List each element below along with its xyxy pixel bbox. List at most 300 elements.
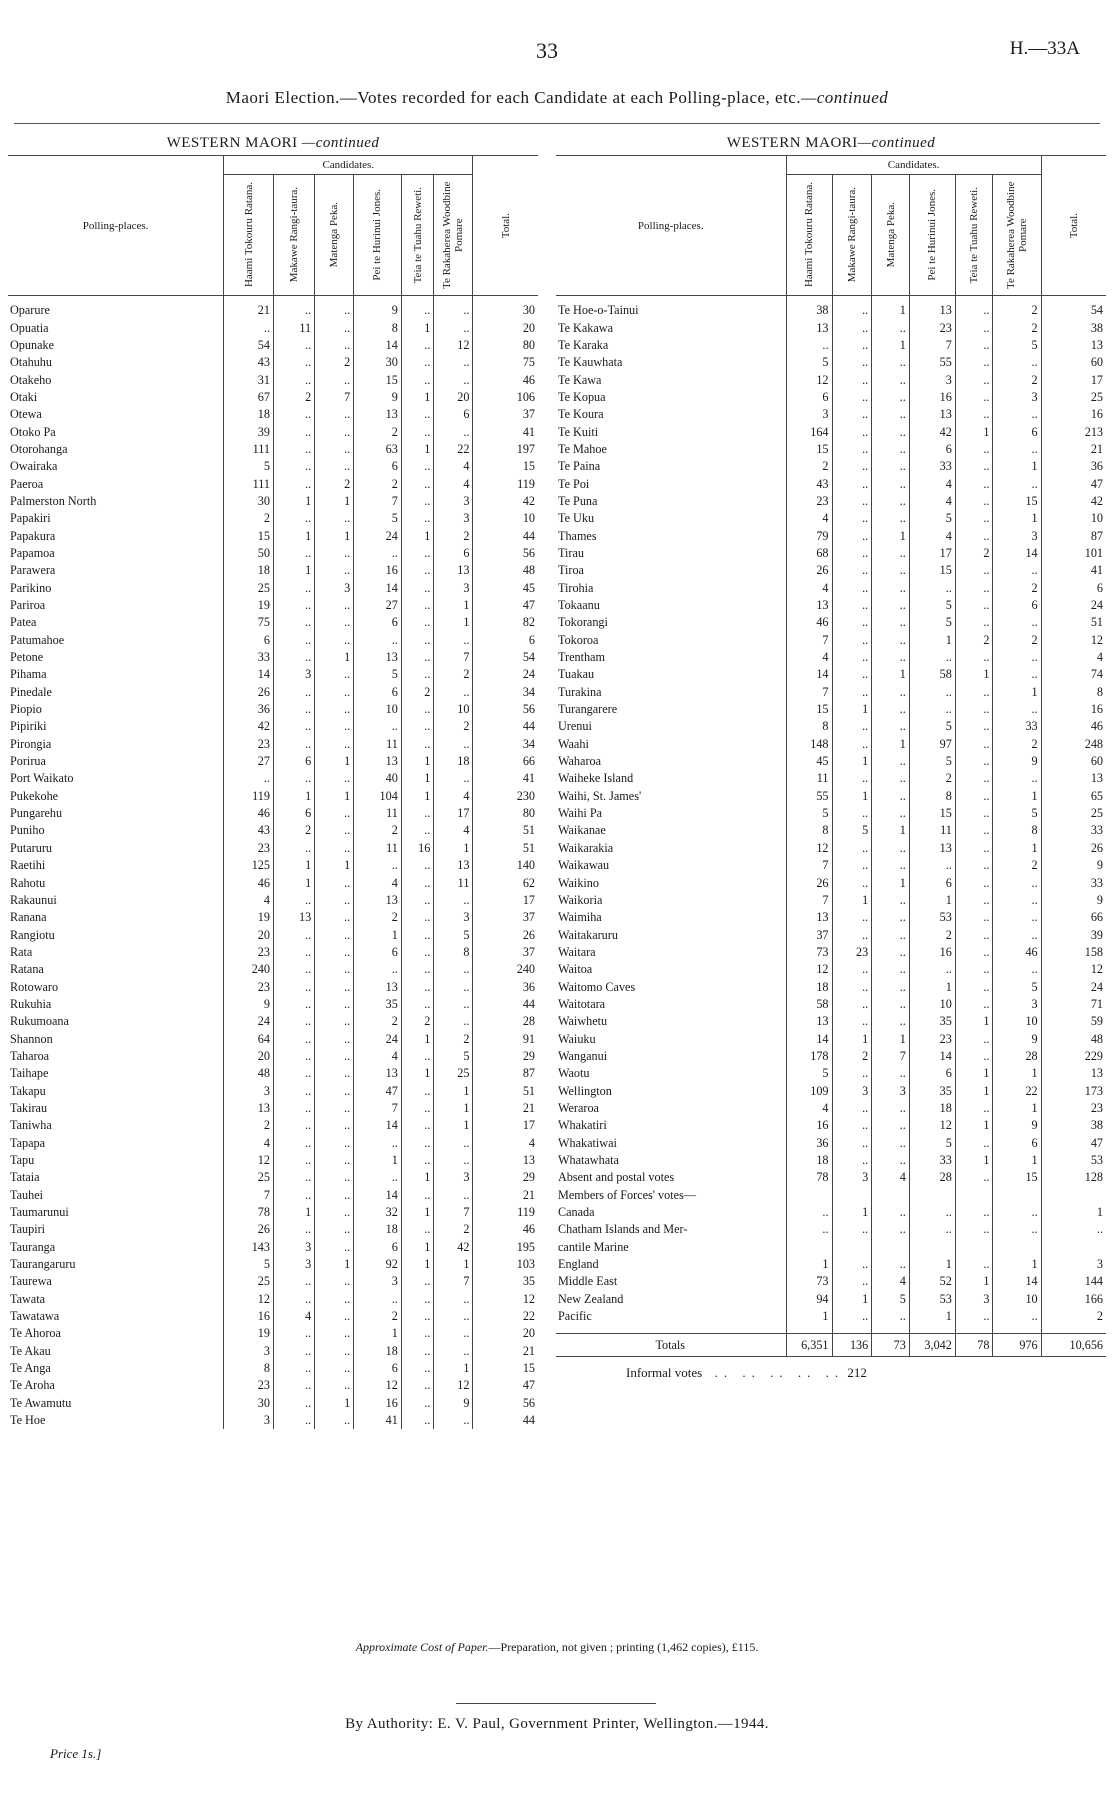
vote-cell: .. <box>401 580 434 597</box>
table-row <box>556 371 1106 388</box>
vote-cell: .. <box>832 666 872 683</box>
vote-cell: .. <box>832 1013 872 1030</box>
vote-cell: .. <box>872 926 910 943</box>
total-cell: 38 <box>1041 319 1106 336</box>
vote-cell: .. <box>434 978 473 995</box>
total-cell: 144 <box>1041 1273 1106 1290</box>
table-row <box>556 944 1106 961</box>
vote-cell: 19 <box>224 597 274 614</box>
vote-cell: .. <box>872 996 910 1013</box>
vote-cell: .. <box>909 961 955 978</box>
vote-cell: .. <box>434 684 473 701</box>
vote-cell: .. <box>872 597 910 614</box>
polling-place-name: Tiroa <box>558 563 584 578</box>
vote-cell: .. <box>955 718 993 735</box>
vote-cell: .. <box>872 580 910 597</box>
polling-place-name: Tokorangi <box>558 615 608 630</box>
vote-cell: 23 <box>224 978 274 995</box>
vote-cell: 13 <box>786 597 832 614</box>
total-cell: 101 <box>1041 545 1106 562</box>
table-row <box>8 684 538 701</box>
vote-cell: 3 <box>273 1239 314 1256</box>
polling-place-name: Waahi <box>558 736 589 751</box>
polling-place-name: Pariroa <box>10 598 46 613</box>
vote-cell: 1 <box>993 1256 1041 1273</box>
vote-cell: 92 <box>354 1256 402 1273</box>
vote-cell: 30 <box>224 493 274 510</box>
vote-cell: .. <box>993 475 1041 492</box>
vote-cell: 1 <box>786 1256 832 1273</box>
total-cell: 9 <box>1041 857 1106 874</box>
polling-place-name: Waitakaruru <box>558 927 618 942</box>
vote-cell: 15 <box>993 493 1041 510</box>
total-cell: 47 <box>1041 475 1106 492</box>
vote-cell: .. <box>273 1273 314 1290</box>
vote-cell: .. <box>955 389 993 406</box>
vote-cell: .. <box>315 1273 354 1290</box>
total-cell: 51 <box>473 1082 538 1099</box>
total-cell: 25 <box>1041 805 1106 822</box>
vote-cell: .. <box>872 684 910 701</box>
vote-cell: 97 <box>909 736 955 753</box>
vote-cell <box>955 1187 993 1204</box>
vote-cell: .. <box>955 684 993 701</box>
table-row <box>8 319 538 336</box>
polling-place-name: Whakatiwai <box>558 1135 617 1150</box>
vote-cell: 4 <box>434 475 473 492</box>
vote-cell: .. <box>832 423 872 440</box>
polling-place-name: Waitomo Caves <box>558 979 636 994</box>
vote-cell: 12 <box>786 840 832 857</box>
polling-place-name: Waiwhetu <box>558 1014 608 1029</box>
table-row <box>8 371 538 388</box>
vote-cell: 1 <box>993 1152 1041 1169</box>
vote-cell: .. <box>434 296 473 320</box>
vote-cell: 5 <box>909 753 955 770</box>
vote-cell: 2 <box>273 389 314 406</box>
polling-place-name: Te Poi <box>558 476 590 491</box>
total-cell: 28 <box>473 1013 538 1030</box>
table-row <box>556 562 1106 579</box>
vote-cell: 2 <box>354 423 402 440</box>
vote-cell: .. <box>434 1013 473 1030</box>
vote-cell: .. <box>832 770 872 787</box>
vote-cell: 5 <box>909 614 955 631</box>
vote-cell: 1 <box>872 666 910 683</box>
vote-cell: 7 <box>434 649 473 666</box>
table-row <box>556 1117 1106 1134</box>
totals-cell: 78 <box>955 1334 993 1357</box>
vote-cell: 28 <box>909 1169 955 1186</box>
table-row <box>556 632 1106 649</box>
vote-cell: .. <box>315 1100 354 1117</box>
polling-place-name: Taniwha <box>10 1118 52 1133</box>
vote-cell: 18 <box>224 406 274 423</box>
polling-place-name: Te Ahoroa <box>10 1326 61 1341</box>
total-cell: 56 <box>473 545 538 562</box>
vote-cell: 1 <box>401 1030 434 1047</box>
vote-cell: .. <box>273 961 314 978</box>
vote-cell: 5 <box>909 718 955 735</box>
vote-cell: .. <box>401 1152 434 1169</box>
vote-cell: 10 <box>993 1291 1041 1308</box>
candidates-header: Candidates. <box>786 156 1041 175</box>
total-cell: 51 <box>1041 614 1106 631</box>
total-cell: 119 <box>473 475 538 492</box>
vote-cell: 2 <box>224 1117 274 1134</box>
vote-cell: .. <box>872 1256 910 1273</box>
vote-cell: 4 <box>273 1308 314 1325</box>
vote-cell: 8 <box>786 718 832 735</box>
table-row <box>556 1239 1106 1256</box>
vote-cell: 1 <box>273 874 314 891</box>
table-row <box>556 458 1106 475</box>
total-cell: 33 <box>1041 874 1106 891</box>
total-cell: 158 <box>1041 944 1106 961</box>
table-row <box>8 441 538 458</box>
vote-cell: .. <box>401 632 434 649</box>
vote-cell: .. <box>315 441 354 458</box>
vote-cell: 3 <box>872 1082 910 1099</box>
vote-cell: 1 <box>273 788 314 805</box>
vote-cell: .. <box>955 788 993 805</box>
vote-cell: 13 <box>909 840 955 857</box>
polling-place-name: Tirau <box>558 545 584 560</box>
vote-cell: 25 <box>224 580 274 597</box>
table-row <box>556 1273 1106 1290</box>
vote-cell: 30 <box>354 354 402 371</box>
table-row <box>8 1377 538 1394</box>
polling-place-name: Pinedale <box>10 684 52 699</box>
vote-cell: 9 <box>993 1030 1041 1047</box>
total-cell: 54 <box>473 649 538 666</box>
vote-cell: .. <box>273 1013 314 1030</box>
total-cell: 103 <box>473 1256 538 1273</box>
vote-cell: .. <box>273 1395 314 1412</box>
vote-cell: 4 <box>909 493 955 510</box>
vote-cell: .. <box>872 649 910 666</box>
vote-cell: 1 <box>832 1030 872 1047</box>
table-row <box>556 1013 1106 1030</box>
polling-place-name: Port Waikato <box>10 771 74 786</box>
table-row <box>556 337 1106 354</box>
vote-cell: 78 <box>786 1169 832 1186</box>
vote-cell: .. <box>832 857 872 874</box>
vote-cell: 1 <box>832 701 872 718</box>
vote-cell: 45 <box>786 753 832 770</box>
table-row <box>556 354 1106 371</box>
total-cell: 54 <box>1041 296 1106 320</box>
total-cell: 66 <box>473 753 538 770</box>
vote-cell: .. <box>315 371 354 388</box>
vote-cell: 164 <box>786 423 832 440</box>
total-cell: 24 <box>1041 597 1106 614</box>
candidate-header-1: Haami Tokouru Ratana. <box>224 175 274 296</box>
vote-cell: .. <box>832 684 872 701</box>
vote-cell: .. <box>955 874 993 891</box>
vote-cell: 5 <box>224 458 274 475</box>
total-cell: 166 <box>1041 1291 1106 1308</box>
polling-place-name: Whakatiri <box>558 1118 607 1133</box>
vote-cell: 1 <box>872 337 910 354</box>
vote-cell: .. <box>909 580 955 597</box>
vote-cell: 1 <box>434 1256 473 1273</box>
vote-cell: .. <box>993 1308 1041 1325</box>
table-row <box>556 1065 1106 1082</box>
vote-cell: .. <box>401 1343 434 1360</box>
vote-cell: 2 <box>401 684 434 701</box>
vote-cell: .. <box>401 510 434 527</box>
table-row <box>556 996 1106 1013</box>
polling-place-name: Papamoa <box>10 545 55 560</box>
vote-cell: 9 <box>434 1395 473 1412</box>
candidate-header-3: Matenga Peka. <box>872 175 910 296</box>
total-cell: 82 <box>473 614 538 631</box>
total-cell: 21 <box>1041 441 1106 458</box>
price-note: Price 1s.] <box>50 1746 102 1761</box>
vote-cell: 12 <box>434 337 473 354</box>
vote-cell: .. <box>315 1065 354 1082</box>
vote-cell: 7 <box>354 1100 402 1117</box>
vote-cell: .. <box>832 996 872 1013</box>
vote-cell: .. <box>315 1221 354 1238</box>
vote-cell: .. <box>955 1030 993 1047</box>
vote-cell: .. <box>832 649 872 666</box>
total-cell: 44 <box>473 527 538 544</box>
bottom-rule <box>456 1703 656 1704</box>
vote-cell: 1 <box>401 1169 434 1186</box>
vote-cell: 47 <box>354 1082 402 1099</box>
vote-cell: 119 <box>224 788 274 805</box>
vote-cell: 6 <box>993 423 1041 440</box>
vote-cell: 9 <box>354 389 402 406</box>
vote-cell: .. <box>273 1030 314 1047</box>
polling-place-name: Trentham <box>558 650 605 665</box>
table-row <box>8 475 538 492</box>
informal-votes-label: Informal votes <box>626 1365 703 1380</box>
total-cell: 71 <box>1041 996 1106 1013</box>
total-cell: 37 <box>473 944 538 961</box>
vote-cell: 3 <box>273 666 314 683</box>
vote-cell: .. <box>832 441 872 458</box>
vote-cell: 41 <box>354 1412 402 1429</box>
vote-cell: 75 <box>224 614 274 631</box>
vote-cell: .. <box>955 614 993 631</box>
table-row <box>8 1412 538 1429</box>
vote-cell: .. <box>273 649 314 666</box>
vote-cell: 1 <box>401 753 434 770</box>
vote-cell: 10 <box>993 1013 1041 1030</box>
vote-cell: .. <box>832 1221 872 1238</box>
total-cell: 60 <box>1041 354 1106 371</box>
vote-cell: 2 <box>354 1013 402 1030</box>
table-row <box>556 649 1106 666</box>
total-cell: 66 <box>1041 909 1106 926</box>
vote-cell: 1 <box>832 753 872 770</box>
vote-cell: .. <box>434 961 473 978</box>
vote-cell: .. <box>832 1100 872 1117</box>
vote-cell: 1 <box>909 1256 955 1273</box>
vote-cell: 1 <box>434 614 473 631</box>
vote-cell: 6 <box>273 805 314 822</box>
vote-cell: .. <box>273 406 314 423</box>
vote-cell: .. <box>832 510 872 527</box>
polling-place-name: Waiheke Island <box>558 771 634 786</box>
vote-cell: .. <box>273 684 314 701</box>
polling-place-name: Otewa <box>10 407 42 422</box>
total-cell: 12 <box>1041 961 1106 978</box>
vote-cell: .. <box>872 892 910 909</box>
totals-cell: 3,042 <box>909 1334 955 1357</box>
vote-cell: .. <box>832 874 872 891</box>
vote-cell: .. <box>273 1065 314 1082</box>
vote-cell: 13 <box>786 1013 832 1030</box>
vote-cell: 17 <box>909 545 955 562</box>
vote-cell: 1 <box>993 1065 1041 1082</box>
table-row <box>8 1291 538 1308</box>
vote-cell: 25 <box>224 1169 274 1186</box>
table-row <box>556 736 1106 753</box>
vote-cell: .. <box>786 1221 832 1238</box>
vote-cell: 6 <box>909 1065 955 1082</box>
vote-cell: 22 <box>993 1082 1041 1099</box>
vote-cell: 5 <box>909 510 955 527</box>
vote-cell: 23 <box>786 493 832 510</box>
vote-cell: 79 <box>786 527 832 544</box>
vote-cell: 2 <box>354 909 402 926</box>
vote-cell: .. <box>401 805 434 822</box>
candidates-header: Candidates. <box>224 156 473 175</box>
vote-cell: .. <box>273 354 314 371</box>
vote-cell: 1 <box>315 753 354 770</box>
vote-cell: 2 <box>315 475 354 492</box>
vote-cell: 18 <box>354 1343 402 1360</box>
vote-cell: 5 <box>224 1256 274 1273</box>
vote-cell: 14 <box>354 337 402 354</box>
total-cell: 65 <box>1041 788 1106 805</box>
vote-cell: 3 <box>224 1082 274 1099</box>
vote-cell: .. <box>354 1169 402 1186</box>
total-cell: 47 <box>473 1377 538 1394</box>
total-cell: 22 <box>473 1308 538 1325</box>
vote-cell: 178 <box>786 1048 832 1065</box>
vote-cell: 4 <box>909 527 955 544</box>
table-row <box>8 1256 538 1273</box>
total-cell: 13 <box>1041 770 1106 787</box>
vote-cell: .. <box>832 493 872 510</box>
vote-cell: .. <box>354 961 402 978</box>
vote-cell: .. <box>955 753 993 770</box>
vote-cell: 1 <box>401 1065 434 1082</box>
polling-place-name: Te Uku <box>558 511 595 526</box>
vote-cell: .. <box>315 996 354 1013</box>
polling-place-name: Waharoa <box>558 754 602 769</box>
table-row <box>8 1169 538 1186</box>
total-cell: 53 <box>1041 1152 1106 1169</box>
vote-cell: .. <box>832 1273 872 1290</box>
vote-cell: .. <box>315 406 354 423</box>
vote-cell: 15 <box>909 805 955 822</box>
vote-cell: .. <box>872 788 910 805</box>
vote-cell: 13 <box>224 1100 274 1117</box>
vote-cell: 6 <box>909 874 955 891</box>
vote-cell: .. <box>315 770 354 787</box>
vote-cell: .. <box>315 1152 354 1169</box>
vote-cell: 4 <box>354 874 402 891</box>
total-cell: 37 <box>473 406 538 423</box>
vote-cell: .. <box>273 614 314 631</box>
vote-cell: .. <box>401 423 434 440</box>
vote-cell: .. <box>315 1117 354 1134</box>
vote-cell: 36 <box>786 1135 832 1152</box>
vote-cell: 6 <box>273 753 314 770</box>
vote-cell: 7 <box>786 684 832 701</box>
total-cell <box>1041 1239 1106 1256</box>
vote-cell: 6 <box>909 441 955 458</box>
table-row <box>8 296 538 320</box>
vote-cell: 33 <box>909 1152 955 1169</box>
vote-cell: .. <box>955 1204 993 1221</box>
total-cell: 16 <box>1041 406 1106 423</box>
vote-cell: .. <box>273 475 314 492</box>
vote-cell: 13 <box>909 406 955 423</box>
candidate-header-5: Teia te Tuahu Reweti. <box>955 175 993 296</box>
vote-cell: .. <box>955 562 993 579</box>
totals-cell: 73 <box>872 1334 910 1357</box>
total-cell: 37 <box>473 909 538 926</box>
polling-place-name: Taharoa <box>10 1048 50 1063</box>
vote-cell: .. <box>315 1048 354 1065</box>
table-row <box>8 1187 538 1204</box>
polling-place-name: Opuatia <box>10 320 49 335</box>
vote-cell: 17 <box>434 805 473 822</box>
total-cell: 173 <box>1041 1082 1106 1099</box>
table-row <box>556 1204 1106 1221</box>
total-cell: 9 <box>1041 892 1106 909</box>
total-cell: 42 <box>1041 493 1106 510</box>
total-cell: 13 <box>1041 337 1106 354</box>
vote-cell: 46 <box>224 874 274 891</box>
vote-cell: 6 <box>354 944 402 961</box>
total-cell: 119 <box>473 1204 538 1221</box>
vote-cell <box>993 1239 1041 1256</box>
vote-cell: 42 <box>224 718 274 735</box>
vote-cell: 2 <box>993 371 1041 388</box>
vote-cell: .. <box>872 423 910 440</box>
table-row <box>556 1082 1106 1099</box>
vote-cell: 1 <box>955 1065 993 1082</box>
vote-cell: 2 <box>786 458 832 475</box>
table-row <box>556 1152 1106 1169</box>
vote-cell: .. <box>955 649 993 666</box>
total-cell: 8 <box>1041 684 1106 701</box>
vote-cell: .. <box>955 371 993 388</box>
vote-cell: .. <box>224 770 274 787</box>
total-cell: 12 <box>473 1291 538 1308</box>
vote-cell: 23 <box>224 840 274 857</box>
polling-place-name: Taupiri <box>10 1222 46 1237</box>
polling-place-name: Owairaka <box>10 459 58 474</box>
vote-cell: 20 <box>224 1048 274 1065</box>
polling-place-name: Otorohanga <box>10 441 68 456</box>
vote-cell <box>993 1187 1041 1204</box>
vote-cell: 64 <box>224 1030 274 1047</box>
vote-cell: .. <box>993 441 1041 458</box>
informal-votes: Informal votes .. .. .. .. .. 212 <box>626 1365 867 1380</box>
polling-place-name: Rukumoana <box>10 1014 69 1029</box>
polling-place-name: Te Kuiti <box>558 424 599 439</box>
candidate-header-2: Makawe Rangi-taura. <box>273 175 314 296</box>
